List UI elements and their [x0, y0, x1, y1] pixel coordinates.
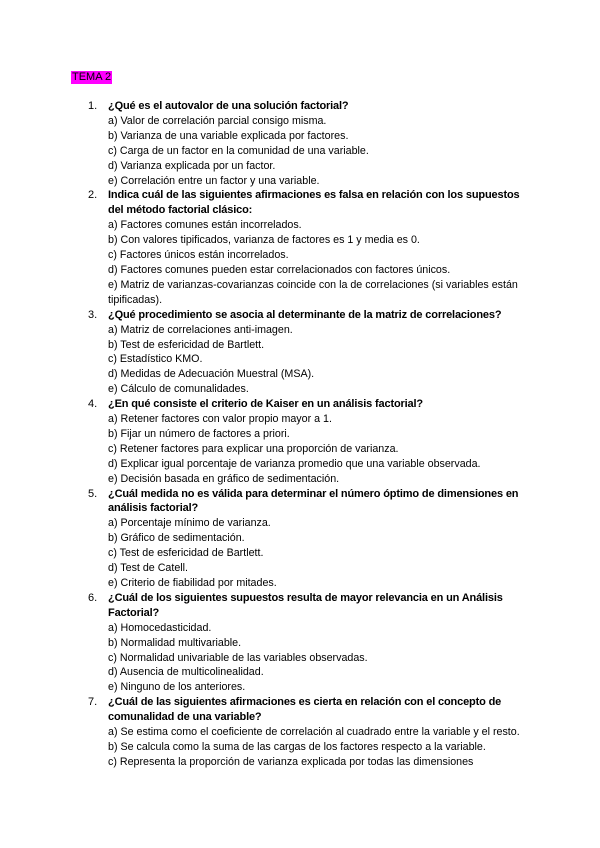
question-5	[88, 487, 528, 591]
option-c: c) Representa la proporción de varianza explicada por todas las dimensiones	[108, 755, 474, 768]
question-6	[88, 591, 528, 695]
option-e: e) Ninguno de los anteriores.	[108, 681, 246, 694]
question-number: 2.	[88, 189, 98, 202]
question-text: ¿En qué consiste el criterio de Kaiser en un análisis factorial?	[108, 398, 424, 411]
option-e: e) Correlación entre un factor y una variable.	[108, 174, 320, 187]
option-b: b) Varianza de una variable explicada por factores.	[108, 129, 349, 142]
question-4	[88, 397, 528, 486]
option-e: e) Criterio de fiabilidad por mitades.	[108, 577, 277, 589]
question-number: 1.	[88, 100, 98, 112]
question-text: ¿Cuál de las siguientes afirmaciones es cierta en relación con el concepto de comunalidad de una variable?	[108, 696, 502, 724]
section-title: TEMA 2	[72, 71, 112, 83]
option-b: b) Fijar un número de factores a priori.	[108, 427, 290, 440]
option-b: b) Con valores tipificados, varianza de factores es 1 y media es 0.	[108, 234, 420, 247]
question-number: 4.	[88, 398, 98, 411]
question-1	[88, 99, 528, 188]
option-e: e) Cálculo de comunalidades.	[108, 383, 249, 396]
option-a: a) Matriz de correlaciones anti-imagen.	[108, 323, 293, 336]
question-number: 6.	[88, 591, 98, 604]
question-7	[88, 695, 528, 770]
question-text: ¿Qué es el autovalor de una solución factorial?	[108, 100, 349, 112]
option-a: a) Valor de correlación parcial consigo misma.	[108, 114, 327, 127]
option-a: a) Se estima como el coeficiente de correlación al cuadrado entre la variable y el resto.	[108, 726, 520, 739]
option-b: b) Test de esfericidad de Bartlett.	[108, 338, 265, 351]
option-e: e) Matriz de varianzas-covarianzas coincide con la de correlaciones (si variables están tipificadas).	[108, 278, 518, 306]
option-c: c) Normalidad univariable de las variables observadas.	[108, 651, 368, 664]
option-d: d) Medidas de Adecuación Muestral (MSA).	[108, 368, 315, 381]
option-d: d) Factores comunes pueden estar correlacionados con factores únicos.	[108, 263, 451, 276]
question-number: 5.	[88, 487, 98, 500]
option-a: a) Factores comunes están incorrelados.	[108, 219, 302, 232]
question-3	[88, 308, 528, 397]
option-c: c) Retener factores para explicar una proporción de varianza.	[108, 442, 399, 455]
option-d: d) Ausencia de multicolinealidad.	[108, 666, 264, 679]
option-d: d) Varianza explicada por un factor.	[108, 159, 276, 172]
option-b: b) Gráfico de sedimentación.	[108, 532, 245, 545]
question-list	[88, 99, 528, 770]
option-c: c) Test de esfericidad de Bartlett.	[108, 547, 264, 560]
option-e: e) Decisión basada en gráfico de sedimentación.	[108, 472, 340, 485]
question-text: ¿Cuál de los siguientes supuestos resulta de mayor relevancia en un Análisis Factorial?	[108, 591, 503, 619]
question-text: Indica cuál de las siguientes afirmaciones es falsa en relación con los supuestos del método factorial clásico:	[108, 189, 520, 217]
option-a: a) Homocedasticidad.	[108, 621, 212, 634]
question-text: ¿Qué procedimiento se asocia al determinante de la matriz de correlaciones?	[108, 308, 502, 321]
option-b: b) Se calcula como la suma de las cargas de los factores respecto a la variable.	[108, 740, 486, 753]
option-a: a) Porcentaje mínimo de varianza.	[108, 517, 271, 530]
option-a: a) Retener factores con valor propio mayor a 1.	[108, 413, 332, 426]
option-b: b) Normalidad multivariable.	[108, 636, 242, 649]
option-c: c) Factores únicos están incorrelados.	[108, 249, 289, 262]
question-2	[88, 188, 528, 307]
option-d: d) Test de Catell.	[108, 562, 188, 575]
option-c: c) Estadístico KMO.	[108, 353, 203, 366]
question-number: 7.	[88, 696, 98, 709]
question-number: 3.	[88, 308, 98, 321]
option-d: d) Explicar igual porcentaje de varianza promedio que una variable observada.	[108, 457, 481, 470]
option-c: c) Carga de un factor en la comunidad de una variable.	[108, 144, 369, 157]
question-text: ¿Cuál medida no es válida para determinar el número óptimo de dimensiones en análisis factorial?	[108, 487, 519, 515]
